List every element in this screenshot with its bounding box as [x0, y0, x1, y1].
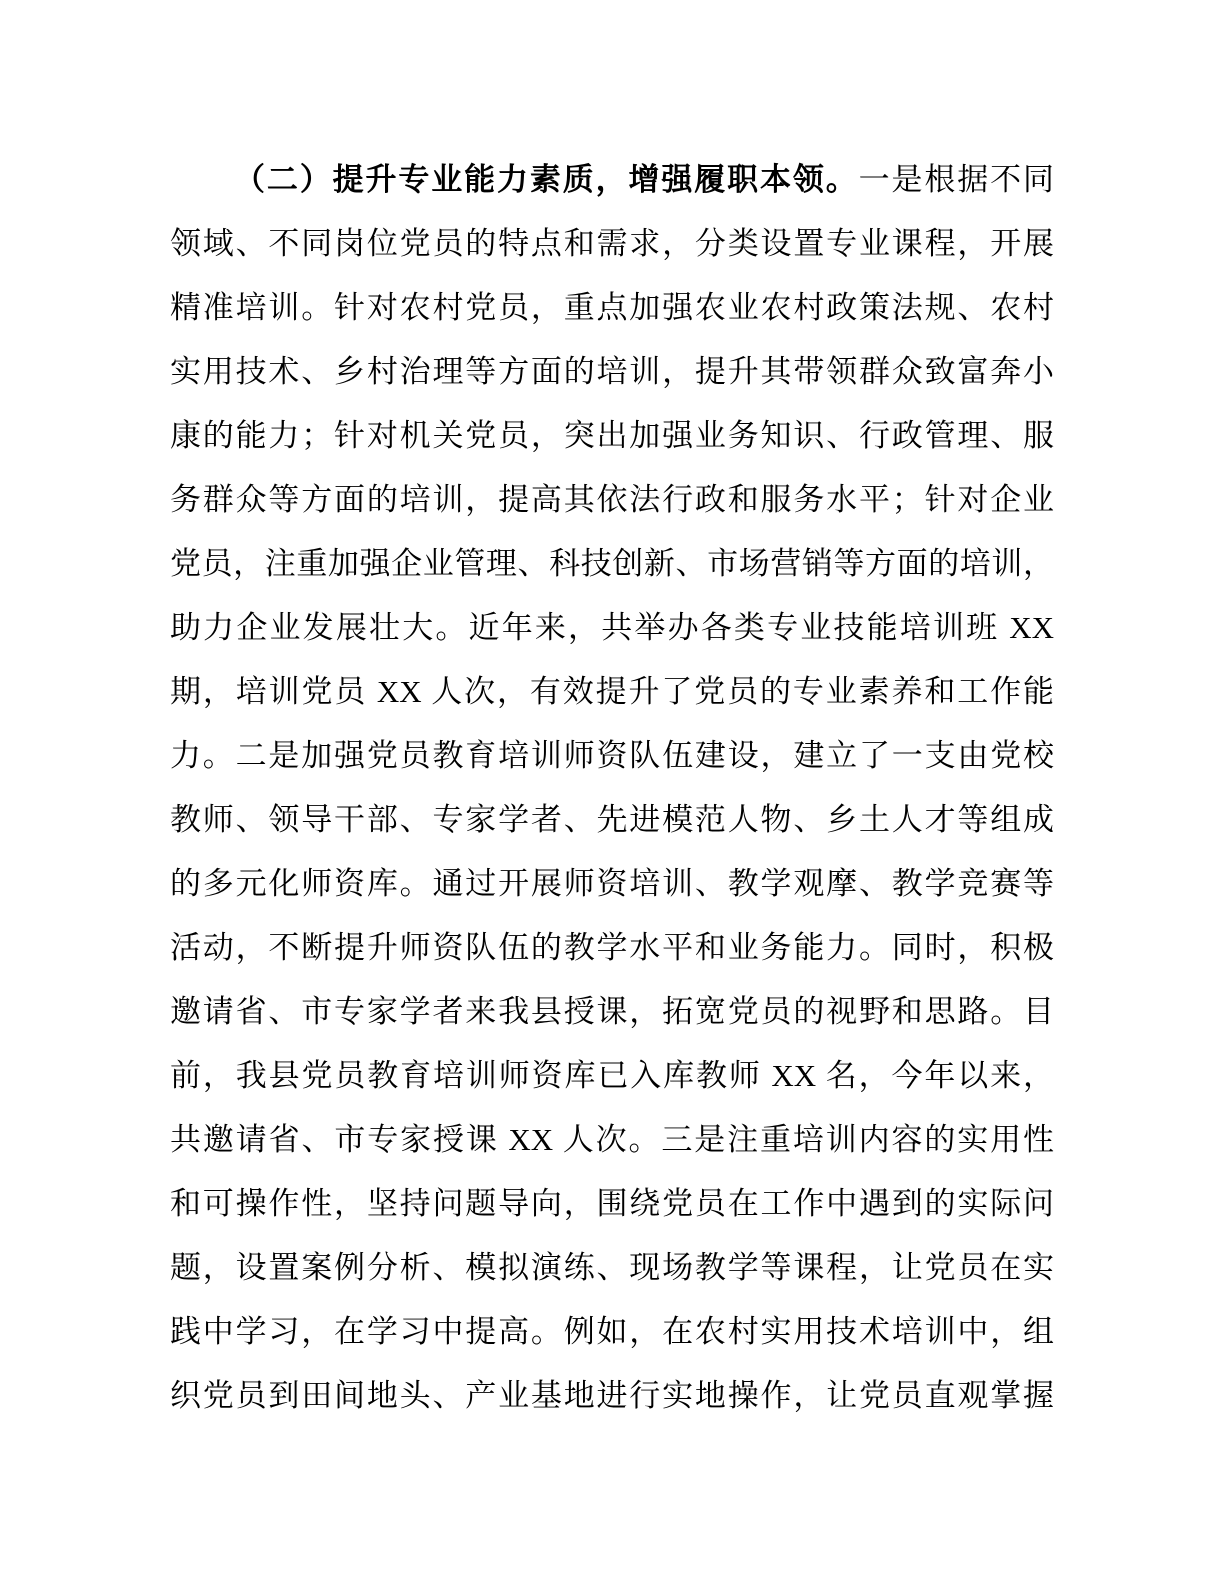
text-line: 织党员到田间地头、产业基地进行实地操作，让党员直观掌握: [170, 1378, 1054, 1413]
section-heading: （二）提升专业能力素质，增强履职本领。: [234, 162, 859, 197]
first-line-body-text: 一是根据不同: [858, 162, 1054, 197]
text-line: 活动，不断提升师资队伍的教学水平和业务能力。同时，积极: [170, 930, 1054, 965]
text-line: 前，我县党员教育培训师资库已入库教师 XX 名，今年以来，: [170, 1058, 1054, 1093]
text-line: 共邀请省、市专家授课 XX 人次。三是注重培训内容的实用性: [170, 1122, 1054, 1157]
text-line: 的多元化师资库。通过开展师资培训、教学观摩、教学竞赛等: [170, 866, 1054, 901]
text-line: 助力企业发展壮大。近年来，共举办各类专业技能培训班 XX: [170, 610, 1054, 645]
text-line: 和可操作性，坚持问题导向，围绕党员在工作中遇到的实际问: [170, 1186, 1054, 1221]
text-line: 精准培训。针对农村党员，重点加强农业农村政策法规、农村: [170, 290, 1054, 325]
text-line: 题，设置案例分析、模拟演练、现场教学等课程，让党员在实: [170, 1250, 1054, 1285]
text-line: 期，培训党员 XX 人次，有效提升了党员的专业素养和工作能: [170, 674, 1054, 709]
text-line: 教师、领导干部、专家学者、先进模范人物、乡土人才等组成: [170, 802, 1054, 837]
text-line: 领域、不同岗位党员的特点和需求，分类设置专业课程，开展: [170, 226, 1054, 261]
text-line: 力。二是加强党员教育培训师资队伍建设，建立了一支由党校: [170, 738, 1054, 773]
paragraph: [170, 148, 1054, 1428]
body-lines: [170, 212, 1054, 1428]
text-line: 实用技术、乡村治理等方面的培训，提升其带领群众致富奔小: [170, 354, 1054, 389]
text-line: 邀请省、市专家学者来我县授课，拓宽党员的视野和思路。目: [170, 994, 1054, 1029]
text-line: 务群众等方面的培训，提高其依法行政和服务水平；针对企业: [170, 482, 1054, 517]
text-line: 康的能力；针对机关党员，突出加强业务知识、行政管理、服: [170, 418, 1054, 453]
text-line: 践中学习，在学习中提高。例如，在农村实用技术培训中，组: [170, 1314, 1054, 1349]
text-line: 党员，注重加强企业管理、科技创新、市场营销等方面的培训，: [170, 546, 1054, 581]
paragraph-first-line: [170, 148, 1054, 212]
